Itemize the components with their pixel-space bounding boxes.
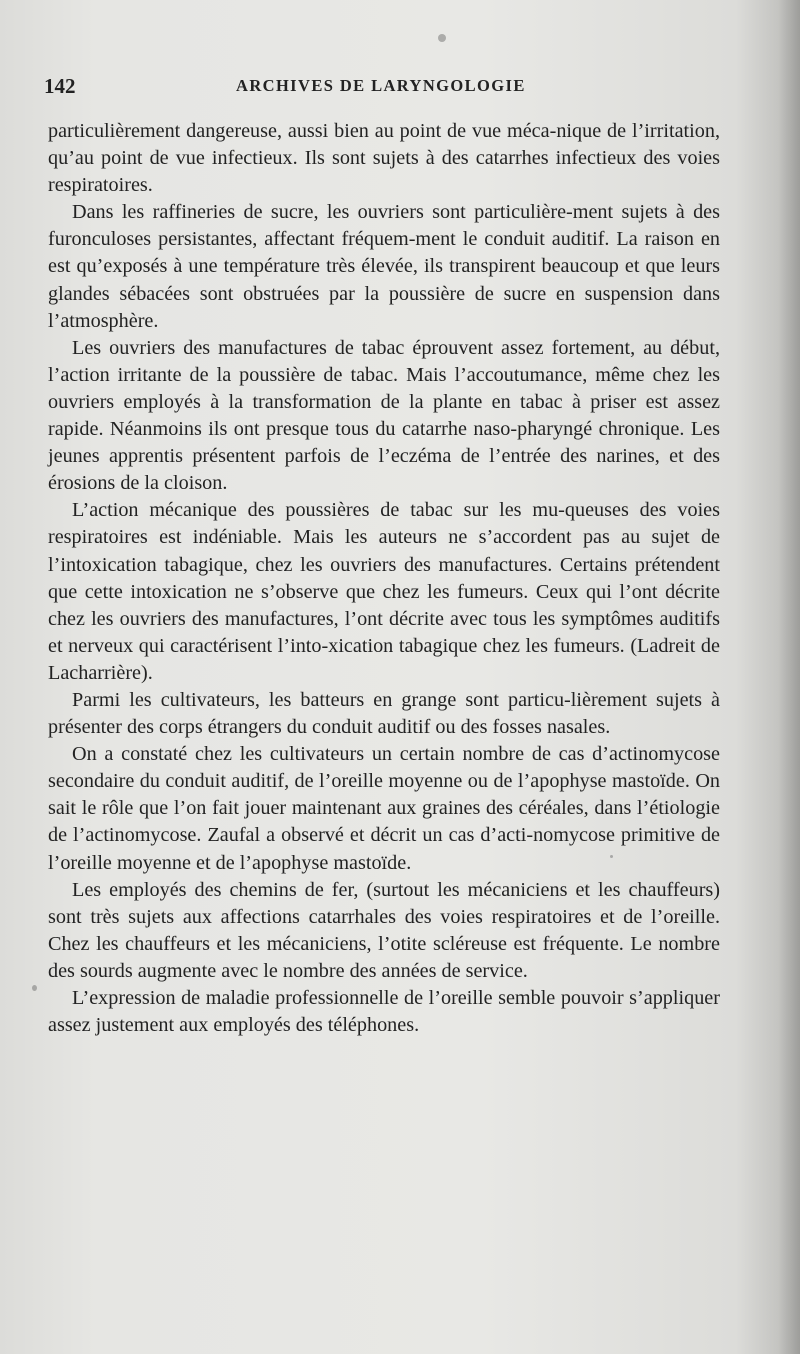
- ink-speck: [610, 855, 613, 858]
- page-edge-shadow: [778, 0, 800, 1354]
- page-number: 142: [44, 74, 76, 98]
- paragraph-farmers: Parmi les cultivateurs, les batteurs en grange sont particu-lièrement sujets à présenter des corps étrangers du conduit auditif ou des fosses nasales.: [48, 688, 720, 739]
- paragraph-tobacco-workers: Les ouvriers des manufactures de tabac éprouvent assez fortement, au début, l’action irritante de la poussière de tabac. Mais l’accoutumance, même chez les ouvriers employés à la transformation de la plante en tabac à priser est assez rapide. Néanmoins ils ont presque tous du catarrhe naso-pharyngé chronique. Les jeunes apprentis présentent parfois de l’eczéma de l’entrée des narines, et des érosions de la cloison.: [48, 336, 720, 495]
- paragraph-continuation: particulièrement dangereuse, aussi bien au point de vue méca-nique de l’irritation, qu’au point de vue infectieux. Ils sont sujets à des catarrhes infectieux des voies respiratoires.: [48, 120, 720, 197]
- paragraph-sugar-refineries: Dans les raffineries de sucre, les ouvriers sont particulière-ment sujets à des furonculoses persistantes, affectant fréquem-ment le conduit auditif. La raison en est qu’exposés à une température très élevée, ils transpirent beaucoup et que leurs glandes sébacées sont obstruées par la poussière de sucre en suspension dans l’atmosphère.: [48, 201, 720, 332]
- running-title: ARCHIVES DE LARYNGOLOGIE: [236, 76, 526, 95]
- paragraph-actinomycosis: On a constaté chez les cultivateurs un certain nombre de cas d’actinomycose secondaire du conduit auditif, de l’oreille moyenne ou de l’apophyse mastoïde. On sait le rôle que l’on fait jouer maintenant aux graines des céréales, dans l’étiologie de l’actinomycose. Zaufal a observé et décrit un cas d’acti-nomycose primitive de l’oreille moyenne et de l’apophyse mastoïde.: [48, 743, 720, 874]
- paragraph-railway-workers: Les employés des chemins de fer, (surtout les mécaniciens et les chauffeurs) sont très sujets aux affections catarrhales des voies respiratoires et de l’oreille. Chez les chauffeurs et les mécaniciens, l’otite scléreuse est fréquente. Le nombre des sourds augmente avec le nombre des années de service.: [48, 878, 720, 982]
- ink-speck: [32, 985, 37, 991]
- paragraph-tobacco-intoxication: L’action mécanique des poussières de tabac sur les mu-queuses des voies respiratoires est indéniable. Mais les auteurs ne s’accordent pas au sujet de l’intoxication tabagique, chez les ouvriers des manufactures. Certains prétendent que cette intoxication ne s’observe que chez les fumeurs. Ceux qui l’ont décrite chez les ouvriers des manufactures, l’ont décrite avec tous les symptômes auditifs et nerveux qui caractérisent l’into-xication tabagique chez les fumeurs. (Ladreit de Lacharrière).: [48, 499, 720, 684]
- paragraph-telephone-workers: L’expression de maladie professionnelle de l’oreille semble pouvoir s’appliquer assez justement aux employés des téléphones.: [48, 987, 720, 1037]
- body-text: [48, 118, 720, 1039]
- ink-speck: [438, 34, 446, 42]
